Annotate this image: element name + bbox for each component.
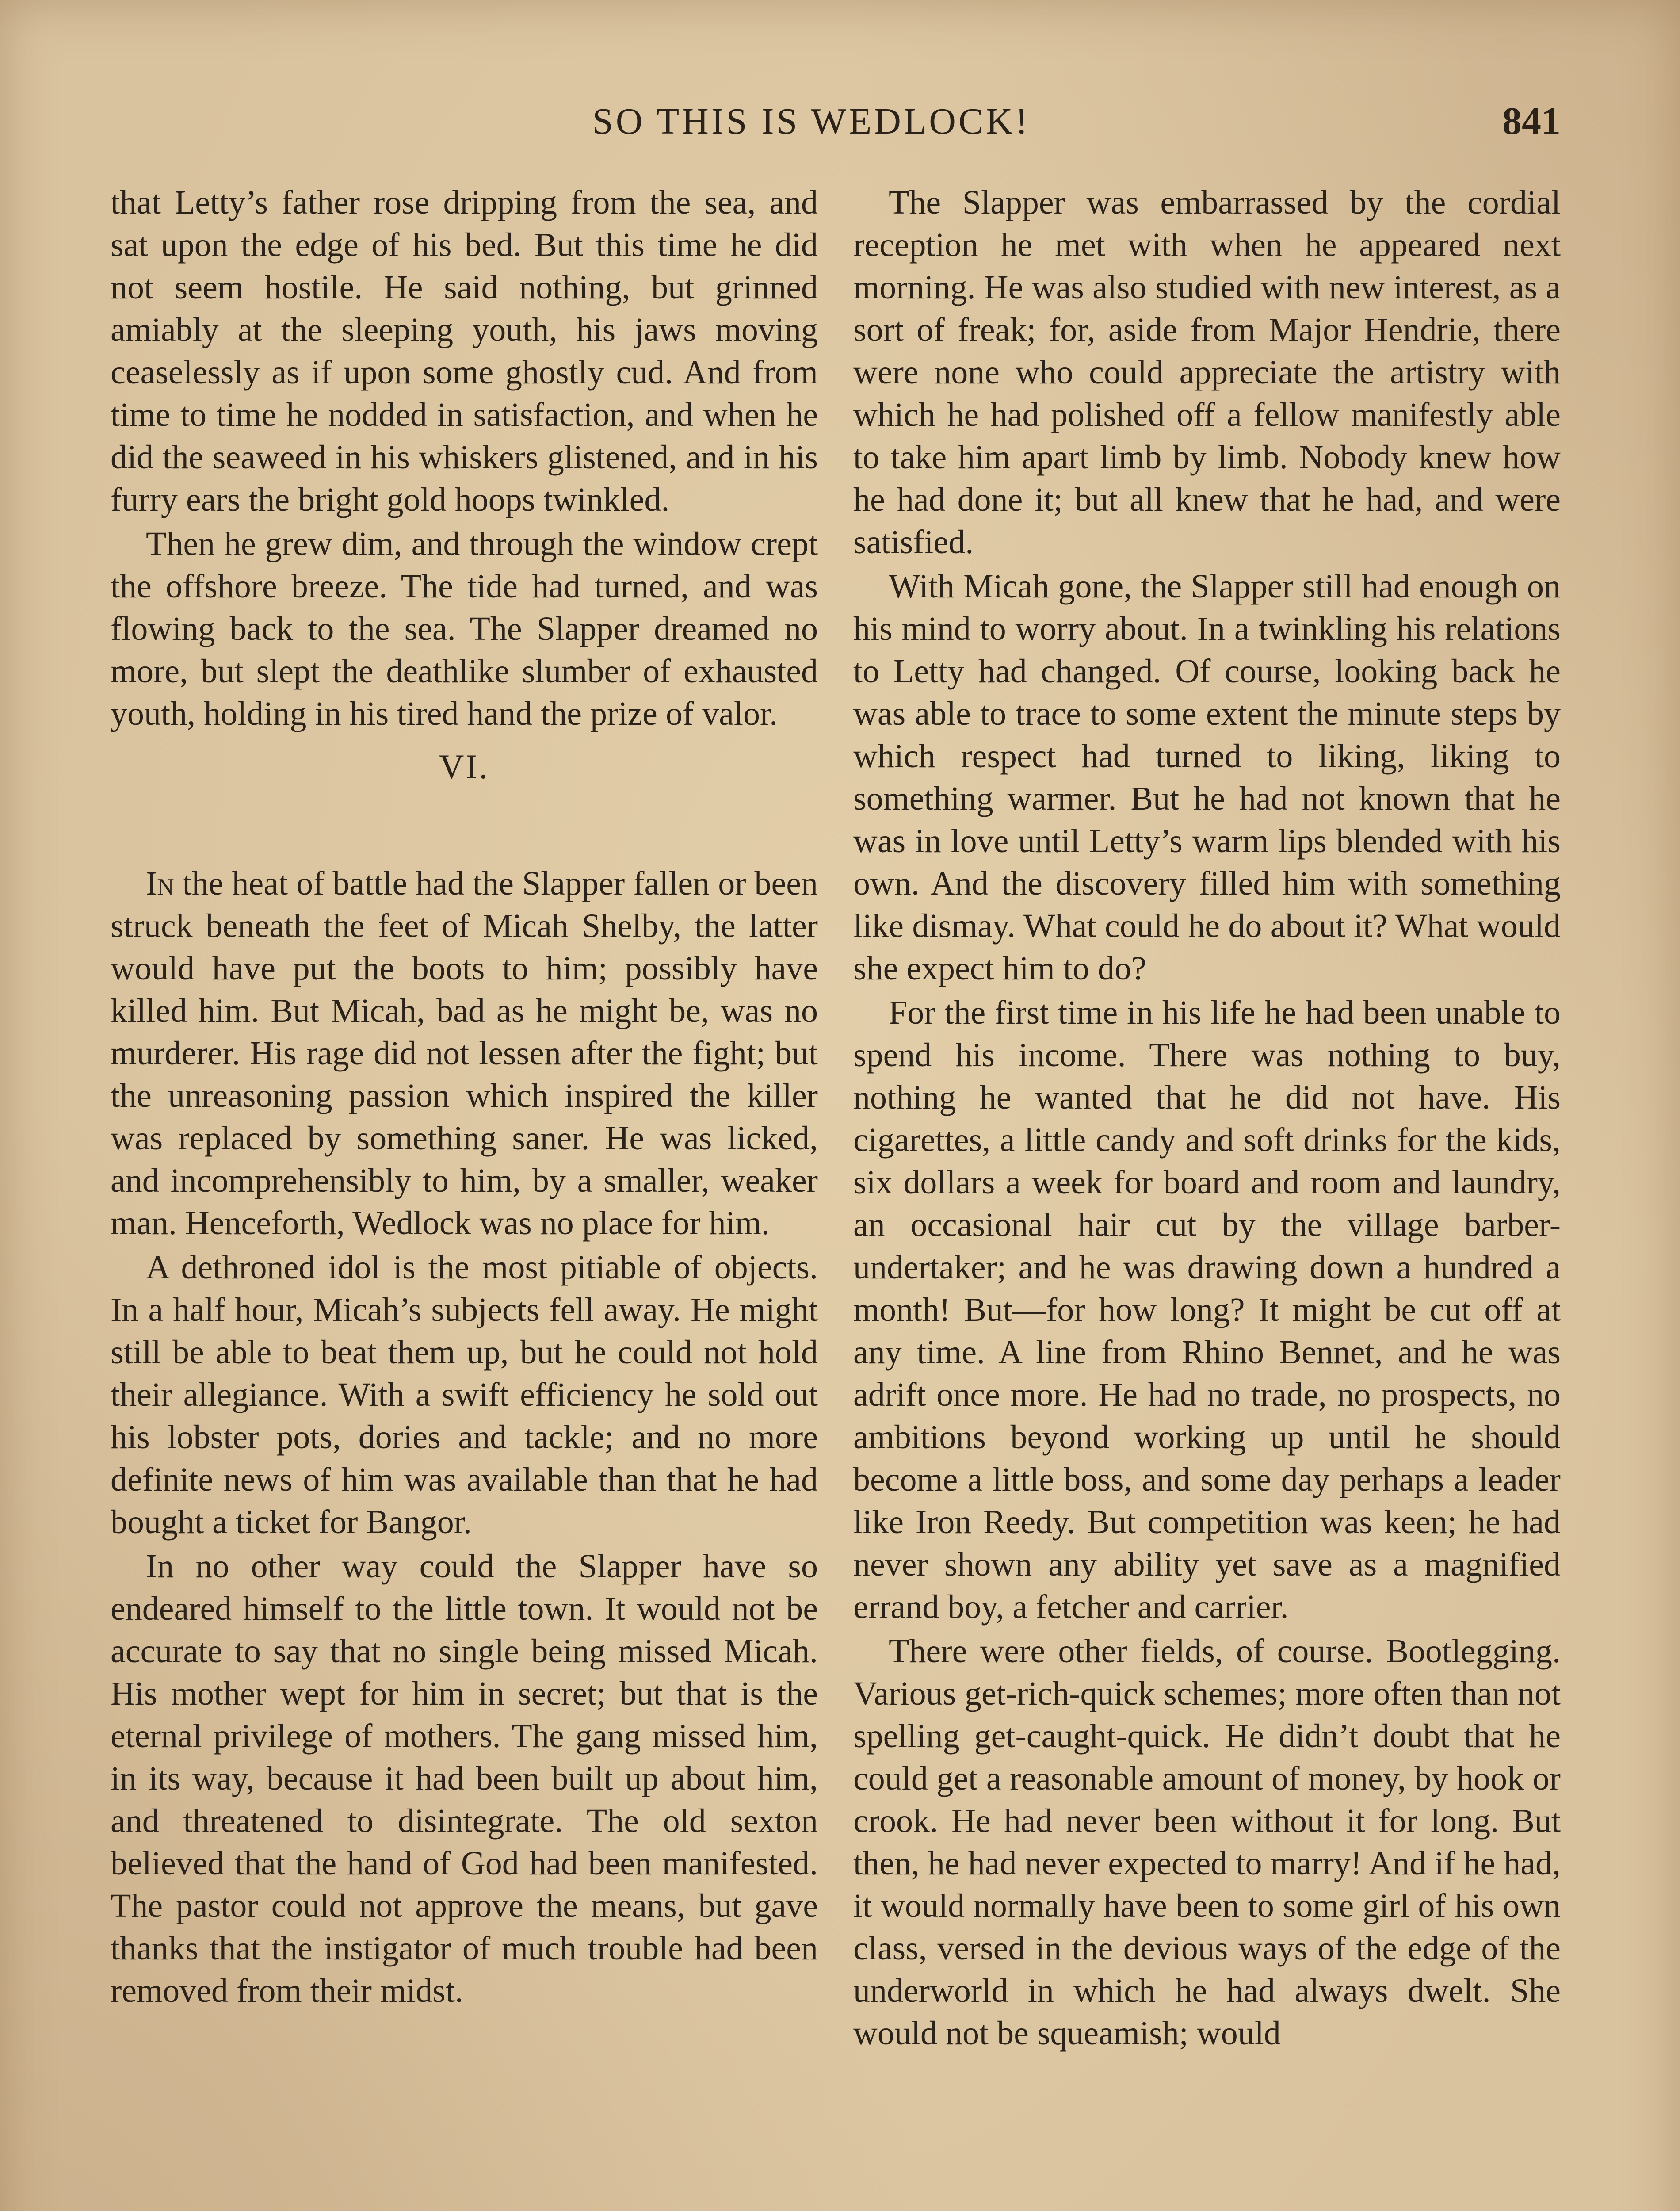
page-number: 841 bbox=[1502, 100, 1561, 143]
left-column bbox=[111, 181, 818, 2014]
paragraph: In no other way could the Slapper have so endeared himself to the little town. It would not be accurate to say that no single being missed Micah. His mother wept for him in secret; but that is the eternal privilege of mothers. The gang missed him, in its way, because it had been built up about him, and threatened to disintegrate. The old sexton believed that the hand of God had been manifested. The pastor could not approve the means, but gave thanks that the instigator of much trouble had been removed from their midst. bbox=[111, 1548, 818, 2009]
paragraph: With Micah gone, the Slapper still had enough on his mind to worry about. In a twinkling his relations to Letty had changed. Of course, looking back he was able to trace to some extent the minute steps by which respect had turned to liking, liking to something warmer. But he had not known that he was in love until Letty’s warm lips blended with his own. And the discovery filled him with something like dismay. What could he do about it? What would she expect him to do? bbox=[853, 568, 1561, 987]
paragraph: that Letty’s father rose dripping from the sea, and sat upon the edge of his bed. But this time he did not seem hostile. He said nothing, but grinned amiably at the sleeping youth, his jaws moving ceaselessly as if upon some ghostly cud. And from time to time he nodded in satisfaction, and when he did the seaweed in his whiskers glistened, and in his furry ears the bright gold hoops twinkled. bbox=[111, 184, 818, 518]
paragraph: For the first time in his life he had been unable to spend his income. There was nothing to buy, nothing he wanted that he did not have. His cigarettes, a little candy and soft drinks for the kids, six dollars a week for board and room and laundry, an occasional hair cut by the village barber-undertaker; and he was drawing down a hundred a month! But—for how long? It might be cut off at any time. A line from Rhino Bennet, and he was adrift once more. He had no trade, no prospects, no ambitions beyond working up until he should become a little boss, and some day perhaps a leader like Iron Reedy. But competition was keen; he had never shown any ability yet save as a magnified errand boy, a fetcher and carrier. bbox=[853, 994, 1561, 1626]
running-head: SO THIS IS WEDLOCK! bbox=[592, 101, 1031, 142]
paragraph: The Slapper was embarrassed by the cordial reception he met with when he appeared next morning. He was also studied with new interest, as a sort of freak; for, aside from Major Hendrie, there were none who could appreciate the artistry with which he had polished off a fellow manifestly able to take him apart limb by limb. Nobody knew how he had done it; but all knew that he had, and were satisfied. bbox=[853, 184, 1561, 561]
right-column bbox=[853, 181, 1561, 2056]
paragraph-text: the heat of battle had the Slapper fallen or been struck beneath the feet of Micah Shelby, the latter would have put the boots to him; possibly have killed him. But Micah, bad as he might be, was no murderer. His rage did not lessen after the fight; but the unreasoning passion which inspired the killer was replaced by something saner. He was licked, and incomprehensibly to him, by a smaller, weaker man. Henceforth, Wedlock was no place for him. bbox=[111, 865, 818, 1242]
paragraph: There were other fields, of course. Bootlegging. Various get-rich-quick schemes; more often than not spelling get-caught-quick. He didn’t doubt that he could get a reasonable amount of money, by hook or crook. He had never been without it for long. But then, he had never expected to marry! And if he had, it would normally have been to some girl of his own class, versed in the devious ways of the edge of the underworld in which he had always dwelt. She would not be squeamish; would bbox=[853, 1633, 1561, 2052]
section-heading: VI. bbox=[439, 747, 489, 786]
paragraph-lead-word: In bbox=[146, 865, 174, 902]
paragraph bbox=[111, 862, 818, 1244]
paragraph: A dethroned idol is the most pitiable of objects. In a half hour, Micah’s subjects fell away. He might still be able to beat them up, but he could not hold their allegiance. With a swift efficiency he sold out his lobster pots, dories and tackle; and no more definite news of him was available than that he had bought a ticket for Bangor. bbox=[111, 1249, 818, 1541]
page-header bbox=[0, 95, 1680, 148]
paragraph: Then he grew dim, and through the window crept the offshore breeze. The tide had turned, and was flowing back to the sea. The Slapper dreamed no more, but slept the deathlike slumber of exhausted youth, holding in his tired hand the prize of valor. bbox=[111, 525, 818, 732]
